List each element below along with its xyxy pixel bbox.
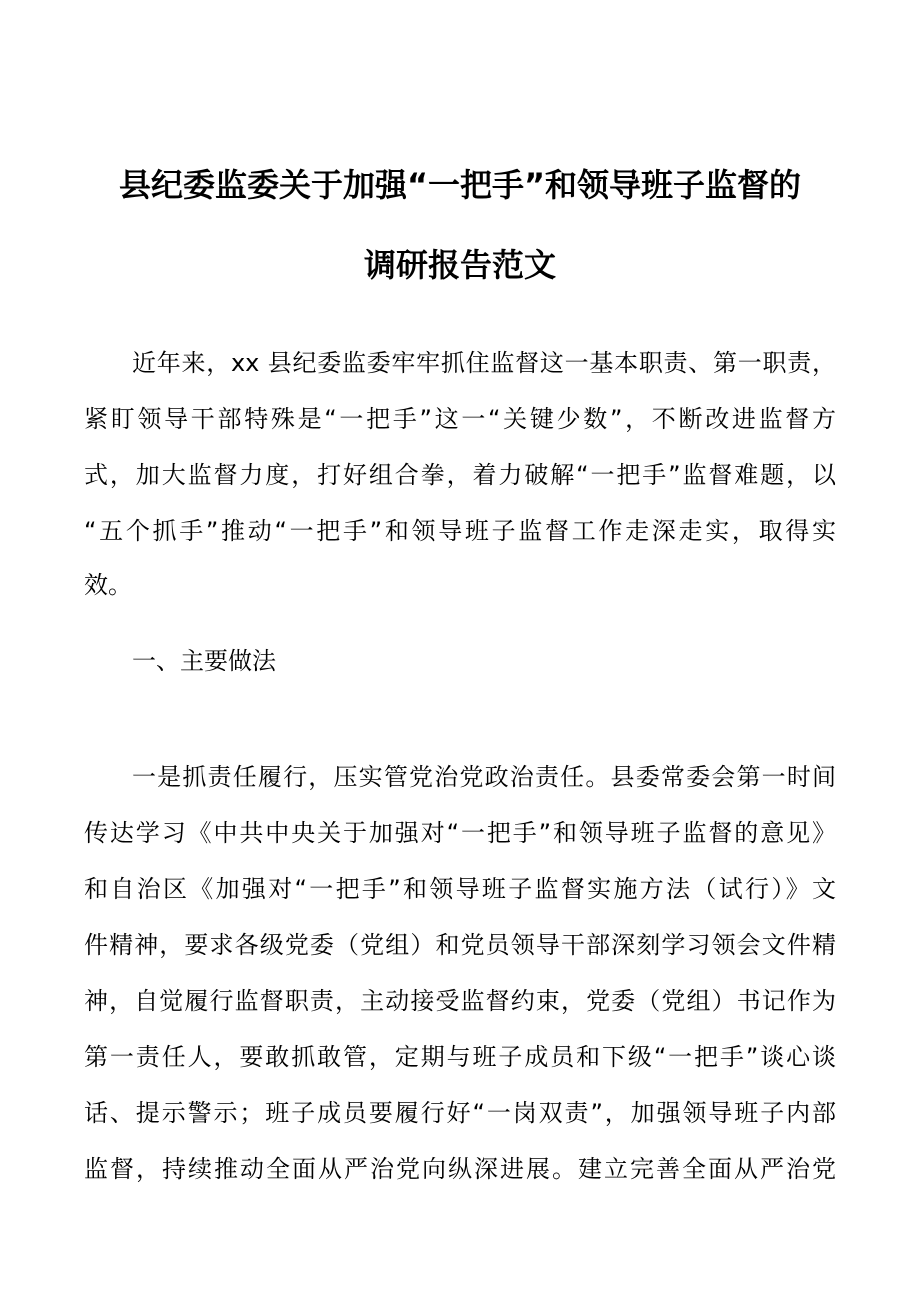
paragraph-2-line-8: 监督，持续推动全面从严治党向纵深进展。建立完善全面从严治党 bbox=[84, 1155, 836, 1183]
document-title-line-2: 调研报告范文 bbox=[363, 246, 556, 284]
paragraph-1-line-4: “五个抓手”推动“一把手”和领导班子监督工作走深走实，取得实 bbox=[84, 517, 836, 545]
paragraph-2-line-7: 话、提示警示；班子成员要履行好“一岗双责”，加强领导班子内部 bbox=[84, 1099, 836, 1127]
paragraph-1-line-2: 紧盯领导干部特殊是“一把手”这一“关键少数”，不断改进监督方 bbox=[84, 405, 836, 433]
paragraph-2-line-6: 第一责任人，要敢抓敢管，定期与班子成员和下级“一把手”谈心谈 bbox=[84, 1043, 836, 1071]
paragraph-1-line-5: 效。 bbox=[84, 571, 132, 599]
section-1-heading: 一、主要做法 bbox=[132, 647, 276, 675]
paragraph-1-line-1: 近年来，xx 县纪委监委牢牢抓住监督这一基本职责、第一职责， bbox=[132, 349, 836, 377]
paragraph-1-line-3: 式，加大监督力度，打好组合拳，着力破解“一把手”监督难题，以 bbox=[84, 461, 836, 489]
paragraph-2-line-2: 传达学习《中共中央关于加强对“一把手”和领导班子监督的意见》 bbox=[84, 819, 836, 847]
paragraph-2-line-3: 和自治区《加强对“一把手”和领导班子监督实施方法（试行）》文 bbox=[84, 875, 836, 903]
paragraph-2-line-1: 一是抓责任履行，压实管党治党政治责任。县委常委会第一时间 bbox=[132, 763, 836, 791]
document-title-line-1: 县纪委监委关于加强“一把手”和领导班子监督的 bbox=[118, 166, 802, 204]
paragraph-2-line-4: 件精神，要求各级党委（党组）和党员领导干部深刻学习领会文件精 bbox=[84, 931, 836, 959]
paragraph-2-line-5: 神，自觉履行监督职责，主动接受监督约束，党委（党组）书记作为 bbox=[84, 987, 836, 1015]
